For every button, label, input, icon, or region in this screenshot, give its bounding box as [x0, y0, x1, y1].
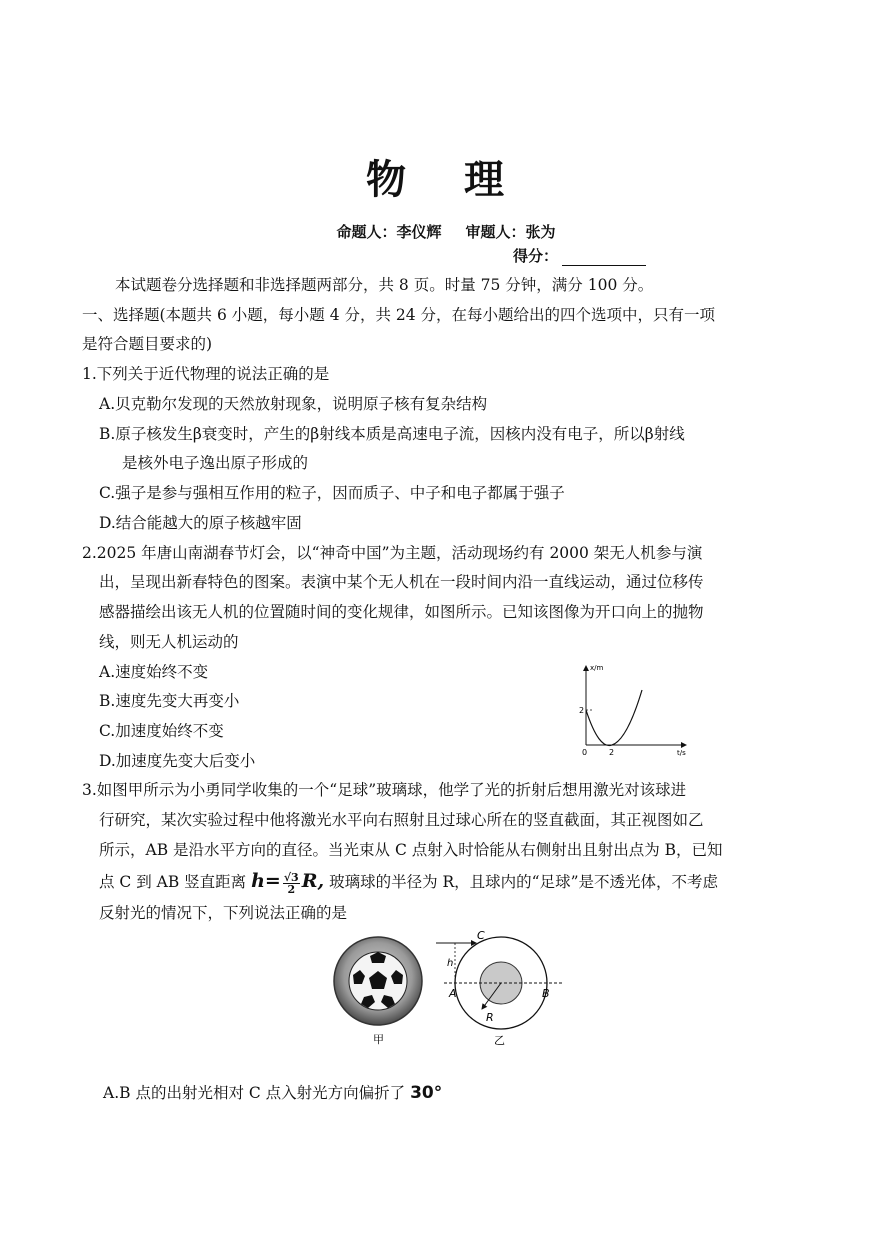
formula-numerator: √3 — [283, 870, 299, 884]
q1-option-b-line1: B.原子核发生β衰变时，产生的β射线本质是高速电子流，因核内没有电子，所以β射线 — [99, 425, 685, 443]
author-label: 命题人：李仪辉 — [336, 223, 442, 241]
score-label: 得分： — [513, 247, 559, 265]
q1-option-b-line2: 是核外电子逸出原子形成的 — [122, 454, 309, 472]
score-field — [513, 246, 646, 266]
graph-y-label: x/m — [590, 664, 604, 672]
section1-heading-line1: 一、选择题(本题共 6 小题，每小题 4 分，共 24 分，在每小题给出的四个选项中，只有一项 — [82, 306, 716, 324]
graph-origin-label: 0 — [582, 748, 588, 757]
q3-figure-yi — [436, 926, 568, 1050]
formula-h: h= — [251, 870, 281, 892]
q2-option-c: C.加速度始终不变 — [99, 722, 224, 740]
graph-x-label: t/s — [677, 749, 686, 757]
q2-position-time-graph — [570, 658, 700, 764]
q2-stem-line1: 2.2025 年唐山南湖春节灯会，以“神奇中国”为主题，活动现场约有 2000 架无人机参与演 — [82, 544, 703, 562]
label-r: R — [486, 1011, 494, 1024]
q2-stem-line3: 感器描绘出该无人机的位置随时间的变化规律，如图所示。已知该图像为开口向上的抛物 — [99, 603, 704, 621]
q1-option-c: C.强子是参与强相互作用的粒子，因而质子、中子和电子都属于强子 — [99, 484, 565, 502]
q2-option-b: B.速度先变大再变小 — [99, 692, 240, 710]
q1-option-d: D.结合能越大的原子核越牢固 — [99, 514, 302, 532]
label-h: h — [447, 958, 454, 969]
q1-option-a: A.贝克勒尔发现的天然放射现象，说明原子核有复杂结构 — [99, 395, 488, 413]
q3-stem-line4-pre: 点 C 到 AB 竖直距离 — [99, 873, 247, 891]
q1-stem: 1.下列关于近代物理的说法正确的是 — [82, 365, 330, 383]
q2-stem-line2: 出，呈现出新春特色的图案。表演中某个无人机在一段时间内沿一直线运动，通过位移传 — [99, 573, 704, 591]
formula-r: R, — [301, 870, 325, 892]
q3-stem-line3: 所示，AB 是沿水平方向的直径。当光束从 C 点射入时恰能从右侧射出且射出点为 B，已知 — [99, 841, 723, 859]
q2-option-d: D.加速度先变大后变小 — [99, 752, 256, 770]
label-a: A — [449, 987, 457, 1000]
exam-title: 物 理 — [366, 157, 526, 203]
q3-option-a — [103, 1080, 442, 1106]
q3-stem-line4-post: 玻璃球的半径为 R，且球内的“足球”是不透光体，不考虑 — [329, 873, 719, 891]
graph-y-tick-label: 2 — [579, 706, 585, 715]
intro-text: 本试题卷分选择题和非选择题两部分，共 8 页。时量 75 分钟，满分 100 分。 — [115, 276, 654, 294]
score-blank — [562, 249, 646, 266]
author-line — [0, 222, 892, 242]
graph-x-tick-label: 2 — [609, 748, 615, 757]
q2-option-a: A.速度始终不变 — [99, 663, 209, 681]
q3-stem-line2: 行研究，某次实验过程中他将激光水平向右照射且过球心所在的竖直截面，其正视图如乙 — [99, 811, 704, 829]
fig-yi-caption: 乙 — [494, 1034, 505, 1047]
label-c: C — [477, 929, 485, 942]
q3-stem-line1: 3.如图甲所示为小勇同学收集的一个“足球”玻璃球，他学了光的折射后想用激光对该球进 — [82, 781, 687, 799]
section1-heading-line2: 是符合题目要求的) — [82, 335, 213, 353]
fig-jia-caption: 甲 — [373, 1033, 384, 1046]
q3-stem-line5: 反射光的情况下，下列说法正确的是 — [99, 904, 348, 922]
q3-stem-line4 — [99, 864, 718, 899]
formula-fraction — [283, 872, 300, 895]
q3-option-a-angle: 30° — [410, 1083, 443, 1103]
formula-denominator: 2 — [287, 882, 296, 896]
reviewer-label: 审题人：张为 — [465, 223, 556, 241]
graph-parabola — [586, 690, 642, 746]
q3-figure-jia — [328, 935, 428, 1047]
q2-stem-line4: 线，则无人机运动的 — [99, 633, 239, 651]
q3-option-a-text: A.B 点的出射光相对 C 点入射光方向偏折了 — [103, 1084, 406, 1102]
label-b: B — [542, 987, 550, 1000]
